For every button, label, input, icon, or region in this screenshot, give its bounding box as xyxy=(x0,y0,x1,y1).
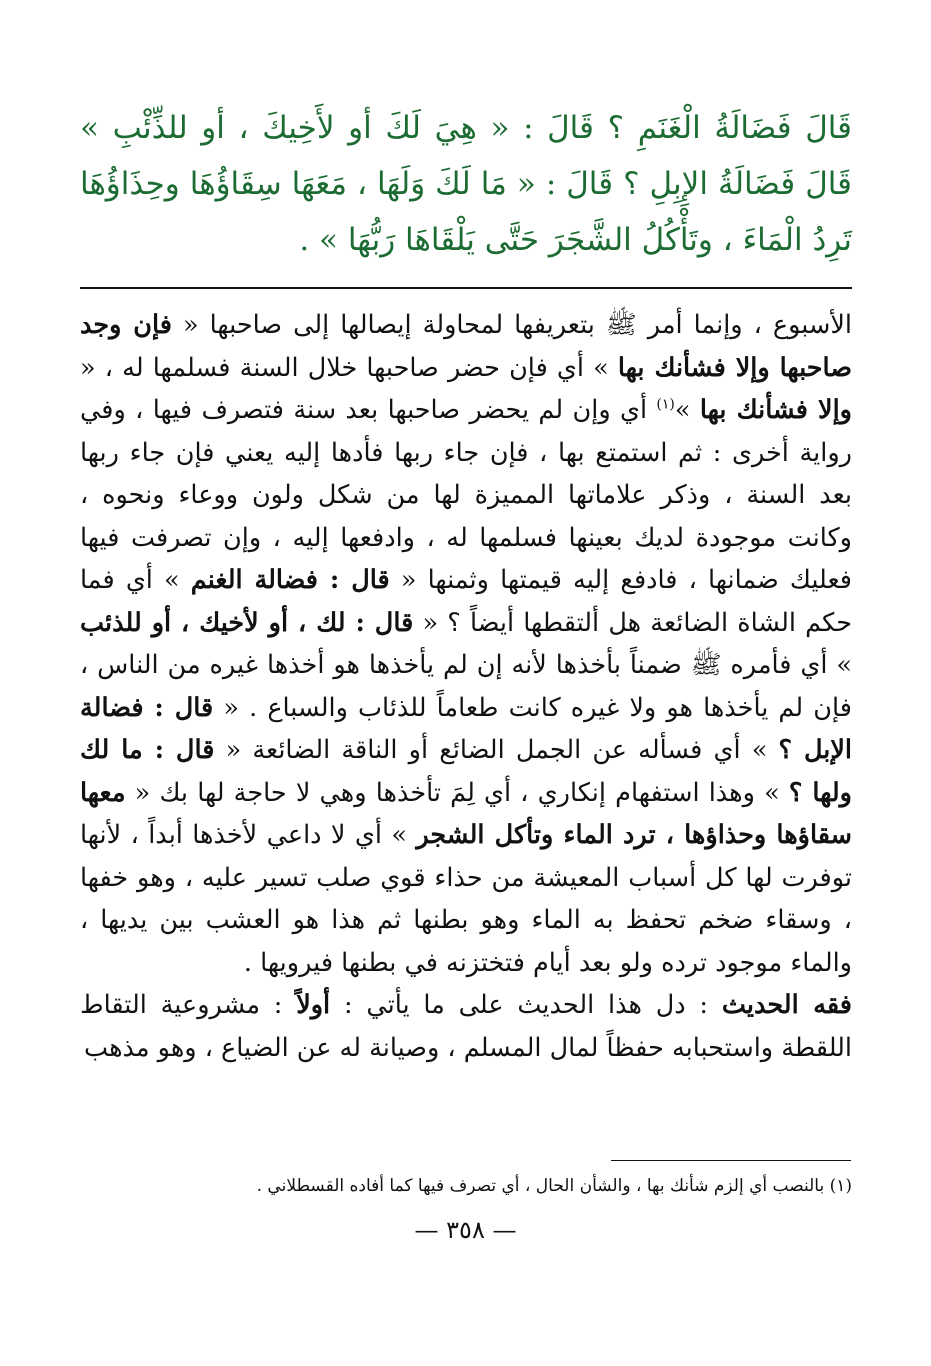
commentary xyxy=(80,304,852,1069)
commentary-text: » أي فسأله عن الجمل الضائع أو الناقة الضائعة « xyxy=(214,735,779,765)
commentary-text: الأسبوع ، وإنما أمر ﷺ بتعريفها لمحاولة إيصالها إلى صاحبها « xyxy=(171,310,852,340)
commentary-text: » أي فإن حضر صاحبها خلال السنة فسلمها له ، « xyxy=(80,352,618,383)
commentary-text: : دل هذا الحديث على ما يأتي : xyxy=(330,990,722,1020)
bold-quote: وإلا فشأنك بها xyxy=(699,395,852,425)
commentary-text: » وهذا استفهام إنكاري ، أي لِمَ تأخذها وهي لا حاجة لها بك « xyxy=(125,777,789,808)
commentary-paragraph-1 xyxy=(80,304,852,984)
bold-quote: أولاً xyxy=(296,990,331,1020)
bold-quote: فإن وجد صاحبها وإلا فشأنك بها xyxy=(80,310,852,383)
commentary-paragraph-2 xyxy=(80,984,852,1069)
commentary-text: » أي فما حكم الشاة الضائعة هل ألتقطها أيضاً ؟ « xyxy=(80,565,852,638)
bold-quote: فقه الحديث xyxy=(721,990,852,1020)
footnote-marker: (١) xyxy=(656,396,675,413)
commentary-text: » أي لا داعي لأخذها أبداً ، لأنها توفرت لها كل أسباب المعيشة من حذاء قوي صلب تسير عليه ، وهو خفها ، وسقاء ضخم تحفظ به الماء وهو بطنها ثم هذا هو العشب بين يديها ، والماء موجود ترده ولو بعد أيام فتختزنه في بطنها فيرويها . xyxy=(80,820,852,978)
bold-quote: قال : لك ، أو لأخيك ، أو للذئب xyxy=(80,607,414,638)
commentary-text: » xyxy=(674,395,700,425)
commentary-text: أي وإن لم يحضر صاحبها بعد سنة فتصرف فيها ، وفي رواية أخرى : ثم استمتع بها ، فإن جاء ربها فأدها إليه يعني فإن جاء ربها بعد السنة ، وذكر علاماتها المميزة لها من شكل ولون ووعاء ونحوه ، وكانت موجودة لديك بعينها فسلمها له ، وادفعها إليه ، وإن تصرفت فيها فعليك ضمانها ، فادفع إليه قيمتها وثمنها « xyxy=(80,395,852,595)
hadith-divider xyxy=(80,287,852,289)
commentary-text: » أي فأمره ﷺ ضمناً بأخذها لأنه إن لم يأخذها هو أخذها غيره من الناس ، فإن لم يأخذها هو ولا غيره كانت طعاماً للذئاب والسباع . « xyxy=(80,650,852,723)
hadith-text: قَالَ فَضَالَةُ الْغَنَمِ ؟ قَالَ : « هِيَ لَكَ أو لأَخِيكَ ، أو للذِّئْبِ » قَالَ فَضَالَةُ الإِبِلِ ؟ قَالَ : « مَا لَكَ وَلَهَا ، مَعَهَا سِقَاؤُهَا وحِذَاؤُهَا تَرِدُ الْمَاءَ ، وتَأْكُلُ الشَّجَرَ حَتَّى يَلْقَاهَا رَبُّهَا » . xyxy=(80,110,852,258)
bold-quote: معها سقاؤها وحذاؤها ، ترد الماء وتأكل الشجر xyxy=(80,777,852,850)
bold-quote: قال : ما لك ولها ؟ xyxy=(80,735,852,808)
commentary-text: : مشروعية التقاط اللقطة واستحبابه حفظاً لمال المسلم ، وصيانة له عن الضياع ، وهو مذهب xyxy=(80,990,852,1063)
footnote-divider xyxy=(611,1160,851,1161)
page-number: — ٣٥٨ — xyxy=(414,1216,517,1244)
footnote: (١) بالنصب أي إلزم شأنك بها ، والشأن الحال ، أي تصرف فيها كما أفاده القسطلاني . xyxy=(256,1176,852,1196)
bold-quote: قال : فضالة الإبل ؟ xyxy=(80,692,852,765)
bold-quote: قال : فضالة الغنم xyxy=(190,565,390,595)
